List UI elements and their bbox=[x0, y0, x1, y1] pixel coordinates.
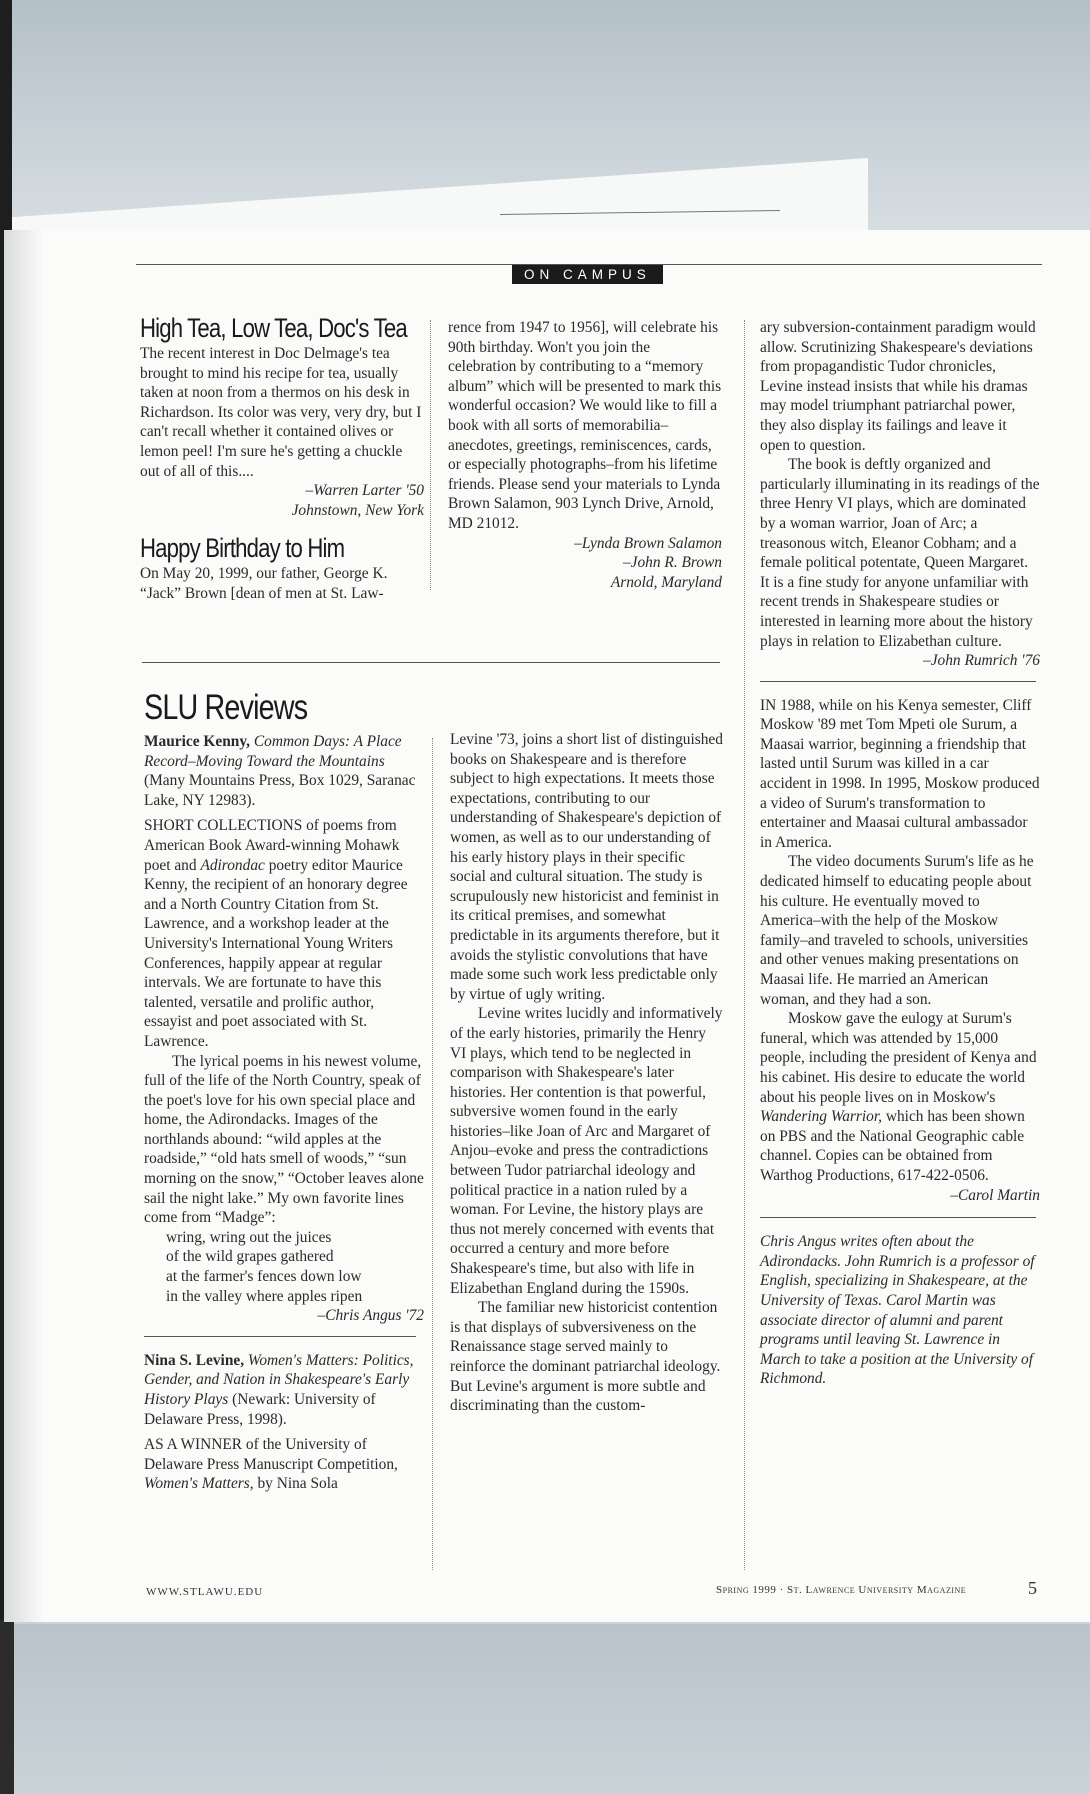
magazine-page bbox=[4, 230, 1090, 1622]
moskow-p3-lead: Moskow gave the eulogy at Surum's funeral, which was attended by 15,000 people, including the president of Kenya and his cabinet. His desire to educate the world about his people lives on in Moskow's bbox=[760, 1010, 1037, 1106]
levine-paragraph-4: The book is deftly organized and particularly illuminating in its readings of the three Henry VI plays, which are dominated by a woman warrior, Joan of Arc; a treasonous witch, Eleanor Cobham; and a female political potentate, Queen Margaret. It is a fine study for anyone unfamiliar with recent trends in Shakespeare studies or interested in learning more about the history plays in relation to Elizabethan culture. bbox=[760, 456, 1040, 650]
levine-paragraph-1-cont: Levine '73, joins a short list of distinguished books on Shakespeare and is therefore subject to high expectations. It meets those expectations, contributing to our understanding of Shakespeare's depiction of women, as well as to our understanding of his early history plays in their specific social and cultural situation. The study is scrupulously new historicist and feminist in its critical premises, and somewhat predictable in its arguments therefore, but it avoids the stylistic convolutions that have made some such work less predictable only by virtue of ugly writing. bbox=[450, 731, 723, 1003]
high-tea-place: Johnstown, New York bbox=[291, 501, 424, 519]
kenny-p1-lead: SHORT COLLECTIONS of poems from American Book Award-winning Mohawk poet and bbox=[144, 817, 400, 874]
kenny-author: Maurice Kenny, bbox=[144, 733, 251, 750]
reviews-column-2 bbox=[450, 730, 724, 1416]
reviews-column-1 bbox=[144, 688, 424, 1494]
birthday-place: Arnold, Maryland bbox=[610, 573, 722, 591]
high-tea-signature: –Warren Larter '50 bbox=[305, 482, 424, 500]
kenny-end-rule bbox=[144, 1336, 416, 1337]
levine-p1-tail: by Nina Sola bbox=[257, 1475, 338, 1493]
footer-issue: Spring 1999 · St. Lawrence University Magazine bbox=[716, 1584, 967, 1596]
birthday-letter-continued bbox=[448, 318, 722, 592]
high-tea-letter bbox=[140, 312, 424, 604]
moskow-signature: –Carol Martin bbox=[950, 1186, 1040, 1204]
wandering-warrior-title: Wandering Warrior, bbox=[760, 1108, 883, 1126]
levine-paragraph-1-start bbox=[144, 1435, 424, 1494]
contributors-note: Chris Angus writes often about the Adirondacks. John Rumrich is a professor of English, specializing in Shakespeare, at the University of Texas. Carol Martin was associate director of alumni and parent programs until leaving St. Lawrence in March to take a position at the University of Richmond. bbox=[760, 1233, 1035, 1388]
binding-strip-lower bbox=[0, 1620, 14, 1794]
kenny-poem bbox=[144, 1228, 424, 1306]
reviews-column-3 bbox=[760, 318, 1040, 1389]
kenny-paragraph-1 bbox=[144, 816, 424, 1051]
kenny-p1-rest: poetry editor Maurice Kenny, the recipient of an honorary degree and a North Country Citation from St. Lawrence, and a workshop leader at the University's International Young Writers Conferences, happily appear at regular intervals. We are fortunate to have this talented, versatile and prolific author, essayist and poet associated with St. Lawrence. bbox=[144, 856, 408, 1050]
column-divider-bottom-1 bbox=[432, 738, 433, 1570]
birthday-signature-1: –Lynda Brown Salamon bbox=[574, 534, 722, 552]
womens-matters-title: Women's Matters, bbox=[144, 1475, 254, 1493]
footer-page-number: 5 bbox=[1028, 1578, 1038, 1598]
reviews-title: SLU Reviews bbox=[144, 688, 308, 727]
poem-line: of the wild grapes gathered bbox=[166, 1248, 334, 1266]
scan-background-bottom bbox=[0, 1624, 1090, 1794]
poem-line: wring, wring out the juices bbox=[166, 1228, 332, 1246]
levine-signature: –John Rumrich '76 bbox=[923, 652, 1040, 670]
birthday-title: Happy Birthday to Him bbox=[140, 533, 345, 564]
levine-paragraph-3: The familiar new historicist contention is that displays of subversiveness on the Renaissance stage served mainly to reinforce the dominant patriarchal ideology. But Levine's argument is more subtle and discriminating than the custom- bbox=[450, 1299, 721, 1415]
levine-author: Nina S. Levine, bbox=[144, 1351, 245, 1369]
birthday-body-part2: rence from 1947 to 1956], will celebrate his 90th birthday. Won't you join the celebration by contributing to a “memory album” which will be presented to mark this wonderful occasion? We would like to fill a book with all sorts of memorabilia–anecdotes, greetings, reminiscences, cards, or especially photographs–from his lifetime friends. Please send your materials to Lynda Brown Salamon, 903 Lynch Drive, Arnold, MD 21012. bbox=[448, 319, 722, 532]
moskow-paragraph-2: The video documents Surum's life as he dedicated himself to educating people about his culture. He eventually moved to America–with the help of the Moskow family–and traveled to schools, universities and other venues making presentations on Maasai life. He married an American woman, and they had a son. bbox=[760, 853, 1034, 1008]
moskow-p3-rest: which has been shown on PBS and the National Geographic cable channel. Copies can be obtained from Warthog Productions, 617-422-0506. bbox=[760, 1108, 1025, 1184]
levine-p1-lead: AS A WINNER of the University of Delaware Press Manuscript Competition, bbox=[144, 1436, 398, 1473]
levine-book-title: Women's Matters: Politics, Gender, and Nation in Shakespeare's Early History Plays bbox=[144, 1351, 414, 1408]
kenny-paragraph-2: The lyrical poems in his newest volume, full of the life of the North Country, speak of the poet's love for his own special place and home, the Adirondacks. Images of the northlands abound: “wild apples at the roadside,” “old hats smell of woods,” “sun morning on the snow,” “October leaves alone sail the night lake.” My own favorite lines come from “Madge”: bbox=[144, 1052, 424, 1227]
kenny-citation bbox=[144, 732, 424, 810]
poem-line: in the valley where apples ripen bbox=[166, 1287, 363, 1305]
poem-line: at the farmer's fences down low bbox=[166, 1268, 362, 1286]
levine-end-rule bbox=[760, 681, 1036, 682]
section-label: ON CAMPUS bbox=[512, 265, 663, 284]
birthday-body-part1: On May 20, 1999, our father, George K. “Jack” Brown [dean of men at St. Law- bbox=[140, 565, 388, 602]
kenny-publisher: (Many Mountains Press, Box 1029, Saranac Lake, NY 12983). bbox=[144, 772, 416, 809]
moskow-end-rule bbox=[760, 1217, 1036, 1218]
moskow-paragraph-3 bbox=[760, 1009, 1040, 1185]
page-gutter-shade bbox=[4, 230, 44, 1622]
birthday-signature-2: –John R. Brown bbox=[622, 554, 722, 572]
adirondac-title: Adirondac bbox=[200, 856, 265, 874]
footer-url: WWW.STLAWU.EDU bbox=[146, 1586, 264, 1598]
column-divider-top-1 bbox=[430, 320, 431, 590]
levine-paragraph-2: Levine writes lucidly and informatively of the early histories, primarily the Henry VI plays, which tend to be neglected in comparison with Shakespeare's later histories. Her contention is that powerful, subversive women found in the early histories–like Joan of Arc and Margaret of Anjou–evoke and press the contradictions between Tudor patriarchal ideology and political practice in a nation ruled by a woman. For Levine, the history plays are thus not merely concerned with events that occurred a century and more before Shakespeare's time, but also with life in Elizabethan England during the 1590s. bbox=[450, 1005, 723, 1297]
kenny-book-title: Common Days: A Place Record–Moving Toward the Mountains bbox=[144, 733, 402, 770]
levine-citation bbox=[144, 1351, 424, 1429]
column-divider-right bbox=[744, 320, 745, 1570]
moskow-paragraph-1: IN 1988, while on his Kenya semester, Cliff Moskow '89 met Tom Mpeti ole Surum, a Maasai warrior, beginning a friendship that lasted until Surum was killed in a car accident in 1998. In 1995, Moskow produced a video of Surum's transformation to entertainer and Maasai cultural ambassador in America. bbox=[760, 696, 1040, 851]
reviews-divider-rule bbox=[142, 662, 720, 663]
levine-paragraph-3-cont: ary subversion-containment paradigm would allow. Scrutinizing Shakespeare's deviations from propagandistic Tudor chronicles, Levine instead insists that while his dramas may model triumphant patriarchal power, they also display its failings and leave it open to question. bbox=[760, 319, 1036, 454]
high-tea-title: High Tea, Low Tea, Doc's Tea bbox=[140, 313, 407, 343]
kenny-signature: –Chris Angus '72 bbox=[317, 1307, 424, 1325]
high-tea-body: The recent interest in Doc Delmage's tea brought to mind his recipe for tea, usually taken at noon from a thermos on his desk in Richardson. Its color was very, very dry, but I can't recall whether it contained olives or lemon peel! I'm sure he's getting a chuckle out of all of this.... bbox=[140, 345, 422, 480]
levine-publisher: (Newark: University of Delaware Press, 1998). bbox=[144, 1391, 376, 1428]
